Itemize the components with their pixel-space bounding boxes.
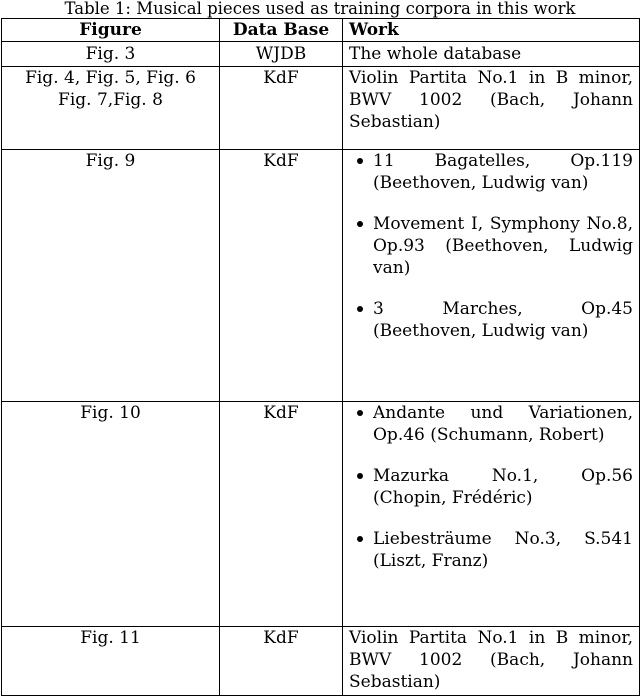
work-title: Movement I, Symphony No.8, Op.93 (Beethoven, Ludwig van) [373,214,633,278]
list-item [349,465,633,509]
list-item [349,298,633,342]
table-row [2,42,640,67]
database-cell: KdF [220,67,343,150]
bullet-icon [357,410,363,416]
work-title: 11 Bagatelles, Op.119 (Beethoven, Ludwig van) [373,151,633,193]
list-item [349,528,633,572]
table-caption: Table 1: Musical pieces used as training corpora in this work [64,0,576,18]
list-item [349,213,633,279]
figure-cell: Fig. 4, Fig. 5, Fig. 6 Fig. 7,Fig. 8 [2,67,220,150]
work-title: Liebesträume No.3, S.541 (Liszt, Franz) [373,529,633,571]
header-figure: Figure [2,19,220,42]
figure-cell: Fig. 3 [2,42,220,67]
training-corpora-table [1,18,640,696]
work-title: Andante und Variationen, Op.46 (Schumann, Robert) [373,403,633,445]
table-row [2,67,640,150]
table-row [2,150,640,402]
work-title: Mazurka No.1, Op.56 (Chopin, Frédéric) [373,466,633,508]
bullet-icon [357,221,363,227]
list-item [349,150,633,194]
work-cell: Violin Partita No.1 in B minor, BWV 1002 (Bach, Johann Sebastian) [343,627,640,696]
bullet-icon [357,306,363,312]
database-cell: WJDB [220,42,343,67]
header-row [2,19,640,42]
list-item [349,402,633,446]
table-row [2,402,640,627]
bullet-icon [357,536,363,542]
figure-cell: Fig. 11 [2,627,220,696]
work-cell: Violin Partita No.1 in B minor, BWV 1002 (Bach, Johann Sebastian) [343,67,640,150]
figure-cell: Fig. 10 [2,402,220,627]
work-title: 3 Marches, Op.45 (Beethoven, Ludwig van) [373,299,633,341]
work-cell [343,150,640,402]
work-list [349,150,633,342]
work-cell: The whole database [343,42,640,67]
work-cell [343,402,640,627]
database-cell: KdF [220,627,343,696]
table-row [2,627,640,696]
figure-cell: Fig. 9 [2,150,220,402]
bullet-icon [357,158,363,164]
database-cell: KdF [220,402,343,627]
database-cell: KdF [220,150,343,402]
work-list [349,402,633,572]
header-database: Data Base [220,19,343,42]
header-work: Work [343,19,640,42]
bullet-icon [357,473,363,479]
